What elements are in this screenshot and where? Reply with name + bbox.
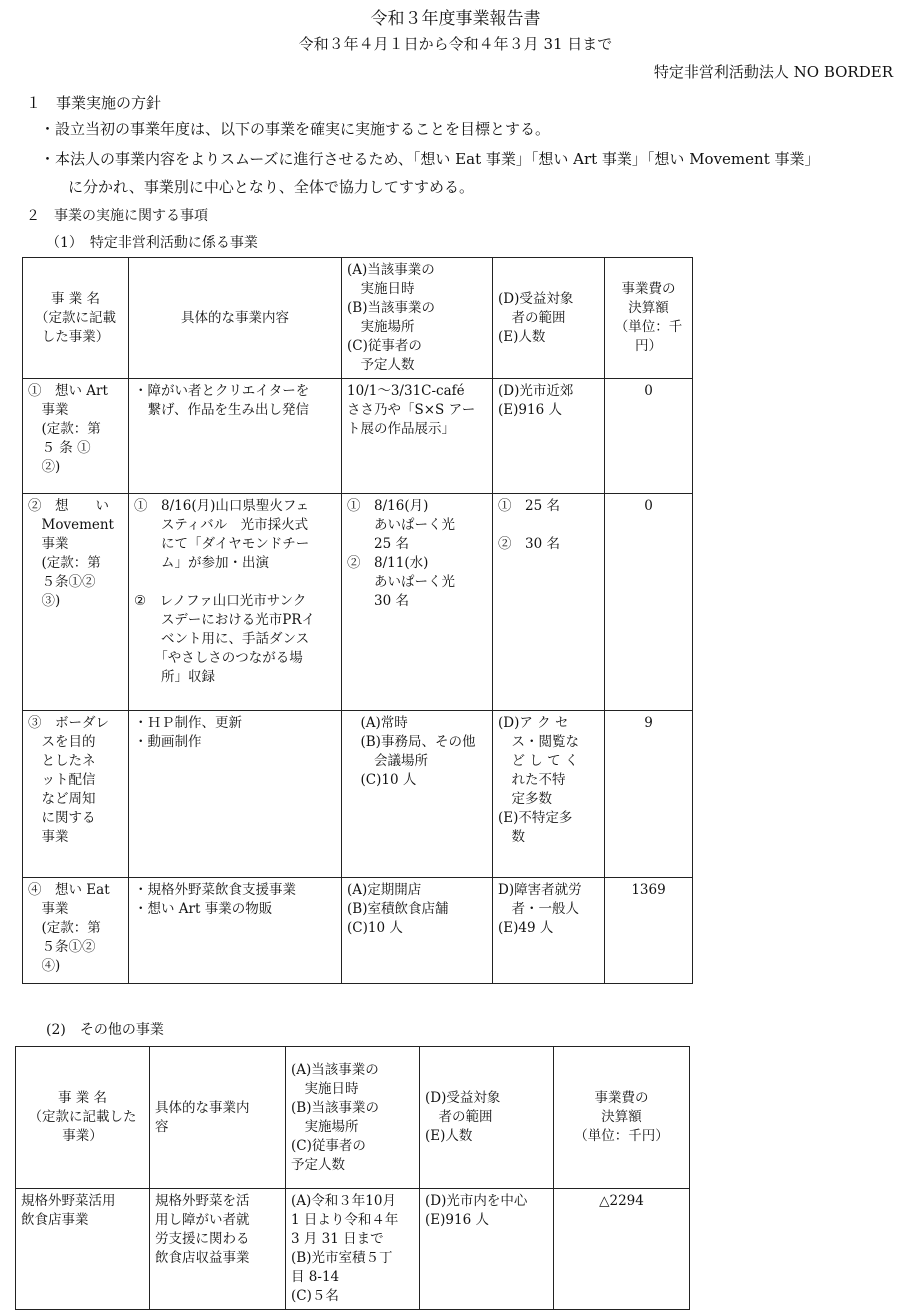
row-beneficiaries: (D)光市近郊 (E)916 人 [493,379,605,494]
report-period: 令和３年４月１日から令和４年３月 31 日まで [298,35,613,53]
section2-heading: ２ 事業の実施に関する事項 [26,208,208,224]
section1-heading: １ 事業実施の方針 [26,94,162,112]
subsection2-heading: (2) その他の事業 [46,1022,164,1038]
row-date-place-staff: (A)常時 (B)事務局、その他 会議場所 (C)10 人 [342,711,493,878]
header-beneficiaries: (D)受益対象 者の範囲 (E)人数 [420,1047,554,1189]
table-row [23,379,693,494]
report-title: 令和３年度事業報告書 [370,9,541,29]
header-beneficiaries: (D)受益対象 者の範囲 (E)人数 [493,258,605,379]
policy-line-2: ・本法人の事業内容をよりスムーズに進行させるため、「想い Eat 事業」「想い Art 事業」「想い Movement 事業」 [40,150,820,168]
row-beneficiaries: D)障害者就労 者・一般人 (E)49 人 [493,878,605,984]
row-cost: 0 [605,494,693,711]
row-business-name: 規格外野菜活用 飲食店事業 [16,1189,150,1310]
header-business-content: 具体的な事業内容 [129,258,342,379]
table-row [23,494,693,711]
row-beneficiaries: (D)光市内を中心 (E)916 人 [420,1189,554,1310]
header-cost: 事業費の 決算額 （単位：千円） [554,1047,690,1189]
row-cost: 1369 [605,878,693,984]
policy-line-3: に分かれ、事業別に中心となり、全体で協力してすすめる。 [68,178,475,196]
row-beneficiaries: ① 25 名 ② 30 名 [493,494,605,711]
row-business-name: ② 想 い Movement 事業 (定款：第 ５条①② ③) [23,494,129,711]
table-row [23,878,693,984]
header-cost: 事業費の 決算額 （単位：千 円） [605,258,693,379]
subsection1-heading: （1） 特定非営利活動に係る事業 [46,235,258,251]
row-business-content: ・障がい者とクリエイターを 繋げ、作品を生み出し発信 [129,379,342,494]
organization-name: 特定非営利活動法人 NO BORDER [653,63,893,81]
header-business-name: 事 業 名 （定款に記載した 事業） [16,1047,150,1189]
row-business-name: ③ ボーダレ スを目的 としたネ ット配信 など周知 に関する 事業 [23,711,129,878]
row-cost: 0 [605,379,693,494]
row-date-place-staff: (A)令和３年10月 1 日より令和４年 3 月 31 日まで (B)光市室積５丁 目 8-14 (C)５名 [286,1189,420,1310]
row-business-content: ① 8/16(月)山口県聖火フェ スティバル 光市採火式 にて「ダイヤモンドチー ム」が参加・出演 ② レノファ山口光市サンク スデーにおける光市PRイ ベント用に、手話ダンス 「やさしさのつながる場 所」収録 [129,494,342,711]
row-business-name: ④ 想い Eat 事業 (定款：第 ５条①② ④) [23,878,129,984]
table-row [23,711,693,878]
row-cost: △2294 [554,1189,690,1310]
table-row [16,1189,690,1310]
nonprofit-activity-table [22,257,693,984]
row-cost: 9 [605,711,693,878]
header-business-content: 具体的な事業内 容 [150,1047,286,1189]
header-business-name: 事 業 名 （定款に記載 した事業） [23,258,129,379]
other-business-table [15,1046,690,1310]
row-business-name: ① 想い Art 事業 (定款：第 ５ 条 ① ②) [23,379,129,494]
row-date-place-staff: 10/1～3/31C-café ささ乃や「S×S アー ト展の作品展示」 [342,379,493,494]
row-date-place-staff: (A)定期開店 (B)室積飲食店舗 (C)10 人 [342,878,493,984]
header-date-place-staff: (A)当該事業の 実施日時 (B)当該事業の 実施場所 (C)従事者の 予定人数 [286,1047,420,1189]
table-header-row [16,1047,690,1189]
table-header-row [23,258,693,379]
policy-line-1: ・設立当初の事業年度は、以下の事業を確実に実施することを目標とする。 [40,120,551,138]
row-business-content: ・規格外野菜飲食支援事業 ・想い Art 事業の物販 [129,878,342,984]
row-business-content: 規格外野菜を活 用し障がい者就 労支援に関わる 飲食店収益事業 [150,1189,286,1310]
row-date-place-staff: ① 8/16(月) あいぱーく光 25 名 ② 8/11(水) あいぱーく光 30 名 [342,494,493,711]
row-beneficiaries: (D)ア ク セ ス・閲覧な ど し て く れた不特 定多数 (E)不特定多 数 [493,711,605,878]
header-date-place-staff: (A)当該事業の 実施日時 (B)当該事業の 実施場所 (C)従事者の 予定人数 [342,258,493,379]
row-business-content: ・ＨＰ制作、更新 ・動画制作 [129,711,342,878]
